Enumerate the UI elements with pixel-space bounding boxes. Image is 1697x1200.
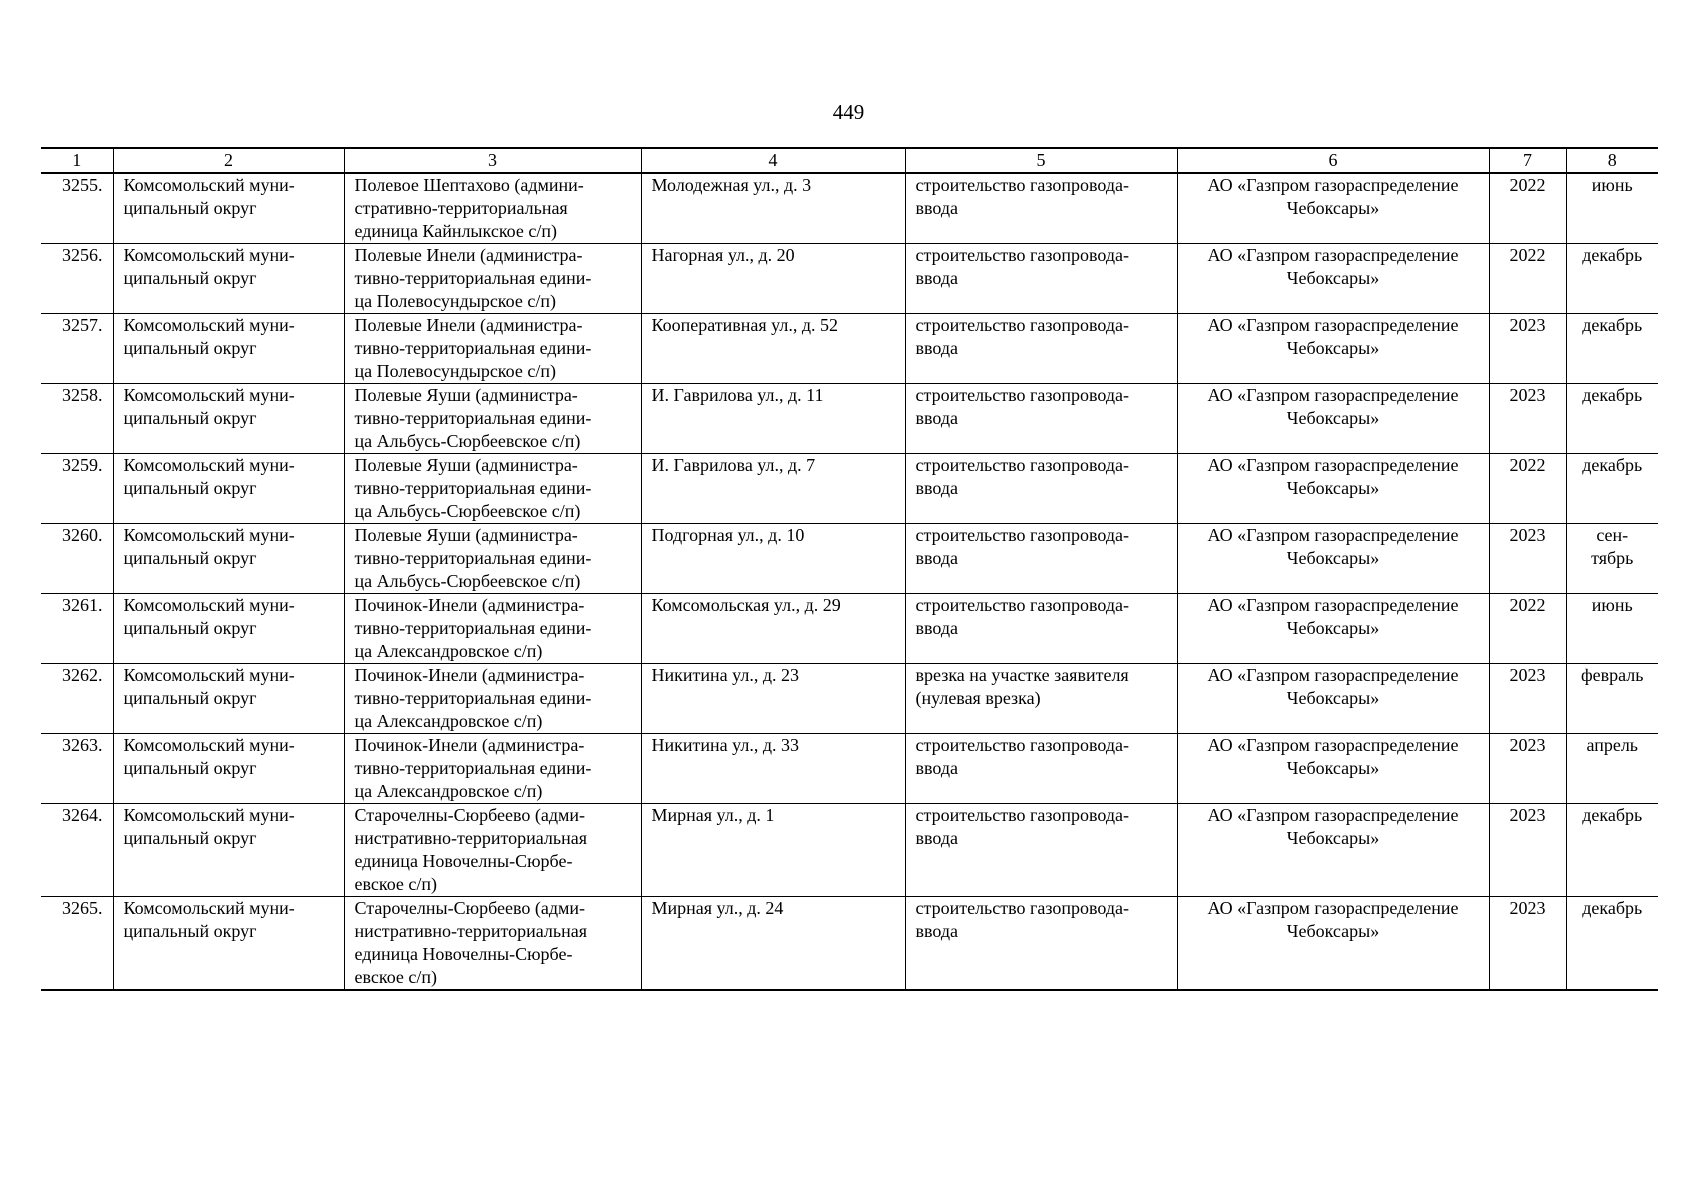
- district-line: Комсомольский муни-: [123, 735, 295, 755]
- organization-cell: [1177, 734, 1489, 804]
- locality-line: единица Кайнлыкское с/п): [354, 221, 557, 241]
- month-line: декабрь: [1582, 385, 1643, 405]
- month-line: декабрь: [1582, 898, 1643, 918]
- row-number-cell: 3262.: [41, 664, 113, 734]
- district-line: Комсомольский муни-: [123, 315, 295, 335]
- work-type-line: строительство газопровода-: [915, 385, 1129, 405]
- district-line: ципальный округ: [123, 338, 257, 358]
- work-type-cell: [905, 594, 1177, 664]
- month-cell: [1566, 454, 1658, 524]
- district-line: Комсомольский муни-: [123, 525, 295, 545]
- district-line: Комсомольский муни-: [123, 175, 295, 195]
- organization-line: АО «Газпром газораспределение: [1207, 175, 1459, 195]
- work-type-line: строительство газопровода-: [915, 175, 1129, 195]
- work-type-line: строительство газопровода-: [915, 595, 1129, 615]
- district-cell: [113, 244, 344, 314]
- row-number-cell: 3259.: [41, 454, 113, 524]
- district-cell: [113, 594, 344, 664]
- address-cell: Кооперативная ул., д. 52: [641, 314, 905, 384]
- column-header-5: 5: [905, 148, 1177, 173]
- district-line: Комсомольский муни-: [123, 665, 295, 685]
- table-body: [41, 173, 1658, 990]
- year-cell: 2023: [1489, 314, 1566, 384]
- address-cell: Никитина ул., д. 23: [641, 664, 905, 734]
- district-cell: [113, 524, 344, 594]
- locality-line: стративно-территориальная: [354, 198, 568, 218]
- organization-cell: [1177, 524, 1489, 594]
- year-cell: 2023: [1489, 734, 1566, 804]
- locality-cell: [344, 384, 641, 454]
- organization-line: Чебоксары»: [1286, 478, 1380, 498]
- row-number-cell: 3257.: [41, 314, 113, 384]
- locality-line: Полевые Яуши (администра-: [354, 385, 578, 405]
- organization-cell: [1177, 173, 1489, 244]
- district-line: Комсомольский муни-: [123, 595, 295, 615]
- locality-line: тивно-территориальная едини-: [354, 618, 592, 638]
- organization-cell: [1177, 314, 1489, 384]
- row-number-cell: 3263.: [41, 734, 113, 804]
- work-type-line: ввода: [915, 618, 959, 638]
- locality-line: тивно-территориальная едини-: [354, 408, 592, 428]
- row-number-cell: 3255.: [41, 173, 113, 244]
- district-line: Комсомольский муни-: [123, 385, 295, 405]
- organization-cell: [1177, 454, 1489, 524]
- month-line: декабрь: [1582, 315, 1643, 335]
- work-type-cell: [905, 664, 1177, 734]
- address-cell: Никитина ул., д. 33: [641, 734, 905, 804]
- month-cell: [1566, 897, 1658, 991]
- year-cell: 2022: [1489, 244, 1566, 314]
- district-cell: [113, 314, 344, 384]
- locality-cell: [344, 897, 641, 991]
- work-type-line: ввода: [915, 338, 959, 358]
- year-cell: 2023: [1489, 524, 1566, 594]
- organization-line: Чебоксары»: [1286, 198, 1380, 218]
- year-cell: 2023: [1489, 897, 1566, 991]
- locality-line: Старочелны-Сюрбеево (адми-: [354, 898, 586, 918]
- work-type-line: ввода: [915, 478, 959, 498]
- work-type-line: (нулевая врезка): [915, 688, 1041, 708]
- address-cell: И. Гаврилова ул., д. 11: [641, 384, 905, 454]
- year-cell: 2022: [1489, 594, 1566, 664]
- row-number-cell: 3258.: [41, 384, 113, 454]
- work-type-cell: [905, 454, 1177, 524]
- organization-line: Чебоксары»: [1286, 618, 1380, 638]
- column-header-4: 4: [641, 148, 905, 173]
- row-number-cell: 3261.: [41, 594, 113, 664]
- locality-line: Старочелны-Сюрбеево (адми-: [354, 805, 586, 825]
- organization-cell: [1177, 897, 1489, 991]
- organization-line: АО «Газпром газораспределение: [1207, 595, 1459, 615]
- locality-line: тивно-территориальная едини-: [354, 548, 592, 568]
- district-line: ципальный округ: [123, 618, 257, 638]
- locality-cell: [344, 594, 641, 664]
- organization-line: Чебоксары»: [1286, 408, 1380, 428]
- locality-cell: [344, 524, 641, 594]
- work-type-line: ввода: [915, 548, 959, 568]
- district-line: Комсомольский муни-: [123, 898, 295, 918]
- locality-line: ца Александровское с/п): [354, 711, 543, 731]
- month-cell: [1566, 384, 1658, 454]
- page-number: 449: [832, 100, 865, 124]
- district-cell: [113, 384, 344, 454]
- month-line: декабрь: [1582, 805, 1643, 825]
- table-row: [41, 594, 1658, 664]
- district-line: Комсомольский муни-: [123, 245, 295, 265]
- district-line: Комсомольский муни-: [123, 455, 295, 475]
- month-cell: [1566, 664, 1658, 734]
- year-cell: 2023: [1489, 804, 1566, 897]
- district-cell: [113, 454, 344, 524]
- month-line: декабрь: [1582, 245, 1643, 265]
- table-row: [41, 454, 1658, 524]
- table-row: [41, 897, 1658, 991]
- column-header-6: 6: [1177, 148, 1489, 173]
- month-cell: [1566, 804, 1658, 897]
- locality-line: ца Александровское с/п): [354, 641, 543, 661]
- month-cell: [1566, 173, 1658, 244]
- column-header-7: 7: [1489, 148, 1566, 173]
- locality-cell: [344, 244, 641, 314]
- organization-cell: [1177, 664, 1489, 734]
- work-type-line: ввода: [915, 921, 959, 941]
- locality-cell: [344, 454, 641, 524]
- locality-line: ца Альбусь-Сюрбеевское с/п): [354, 571, 581, 591]
- district-cell: [113, 173, 344, 244]
- work-type-cell: [905, 314, 1177, 384]
- organization-line: Чебоксары»: [1286, 921, 1380, 941]
- district-line: ципальный округ: [123, 198, 257, 218]
- organization-line: АО «Газпром газораспределение: [1207, 245, 1459, 265]
- year-cell: 2023: [1489, 384, 1566, 454]
- organization-line: АО «Газпром газораспределение: [1207, 525, 1459, 545]
- column-header-1: 1: [41, 148, 113, 173]
- organization-line: АО «Газпром газораспределение: [1207, 455, 1459, 475]
- district-cell: [113, 897, 344, 991]
- organization-line: Чебоксары»: [1286, 758, 1380, 778]
- work-type-line: строительство газопровода-: [915, 805, 1129, 825]
- row-number-cell: 3264.: [41, 804, 113, 897]
- locality-line: Полевые Яуши (администра-: [354, 525, 578, 545]
- district-cell: [113, 804, 344, 897]
- row-number-cell: 3265.: [41, 897, 113, 991]
- work-type-cell: [905, 897, 1177, 991]
- locality-line: тивно-территориальная едини-: [354, 688, 592, 708]
- organization-line: АО «Газпром газораспределение: [1207, 898, 1459, 918]
- locality-line: Полевые Яуши (администра-: [354, 455, 578, 475]
- district-line: ципальный округ: [123, 828, 257, 848]
- work-type-line: строительство газопровода-: [915, 735, 1129, 755]
- district-cell: [113, 664, 344, 734]
- locality-line: тивно-территориальная едини-: [354, 268, 592, 288]
- locality-line: Полевое Шептахово (админи-: [354, 175, 584, 195]
- work-type-line: строительство газопровода-: [915, 245, 1129, 265]
- organization-line: АО «Газпром газораспределение: [1207, 315, 1459, 335]
- locality-line: ца Александровское с/п): [354, 781, 543, 801]
- locality-line: тивно-территориальная едини-: [354, 478, 592, 498]
- district-line: ципальный округ: [123, 921, 257, 941]
- work-type-line: строительство газопровода-: [915, 898, 1129, 918]
- organization-line: АО «Газпром газораспределение: [1207, 385, 1459, 405]
- locality-line: ца Полевосундырское с/п): [354, 291, 556, 311]
- work-type-cell: [905, 804, 1177, 897]
- locality-cell: [344, 173, 641, 244]
- work-type-line: строительство газопровода-: [915, 525, 1129, 545]
- address-cell: Молодежная ул., д. 3: [641, 173, 905, 244]
- district-line: ципальный округ: [123, 688, 257, 708]
- locality-cell: [344, 314, 641, 384]
- address-cell: И. Гаврилова ул., д. 7: [641, 454, 905, 524]
- address-cell: Нагорная ул., д. 20: [641, 244, 905, 314]
- organization-line: Чебоксары»: [1286, 688, 1380, 708]
- month-line: июнь: [1591, 175, 1633, 195]
- locality-cell: [344, 664, 641, 734]
- work-type-line: ввода: [915, 198, 959, 218]
- column-number-row: [41, 148, 1658, 173]
- locality-line: нистративно-территориальная: [354, 828, 587, 848]
- month-line: февраль: [1581, 665, 1644, 685]
- month-line: апрель: [1586, 735, 1639, 755]
- table-row: [41, 524, 1658, 594]
- column-header-8: 8: [1566, 148, 1658, 173]
- month-line: декабрь: [1582, 455, 1643, 475]
- locality-line: евское с/п): [354, 967, 438, 987]
- locality-line: евское с/п): [354, 874, 438, 894]
- organization-line: Чебоксары»: [1286, 338, 1380, 358]
- work-type-cell: [905, 734, 1177, 804]
- organization-cell: [1177, 594, 1489, 664]
- district-line: ципальный округ: [123, 478, 257, 498]
- locality-line: ца Альбусь-Сюрбеевское с/п): [354, 431, 581, 451]
- month-cell: [1566, 594, 1658, 664]
- organization-cell: [1177, 804, 1489, 897]
- address-cell: Мирная ул., д. 1: [641, 804, 905, 897]
- table-row: [41, 664, 1658, 734]
- work-type-line: ввода: [915, 268, 959, 288]
- locality-line: Полевые Инели (администра-: [354, 245, 583, 265]
- work-type-line: строительство газопровода-: [915, 455, 1129, 475]
- organization-line: Чебоксары»: [1286, 828, 1380, 848]
- table-row: [41, 173, 1658, 244]
- organization-line: Чебоксары»: [1286, 268, 1380, 288]
- address-cell: Мирная ул., д. 24: [641, 897, 905, 991]
- organization-cell: [1177, 384, 1489, 454]
- locality-line: тивно-территориальная едини-: [354, 338, 592, 358]
- row-number-cell: 3260.: [41, 524, 113, 594]
- year-cell: 2022: [1489, 454, 1566, 524]
- row-number-cell: 3256.: [41, 244, 113, 314]
- district-line: ципальный округ: [123, 758, 257, 778]
- organization-line: АО «Газпром газораспределение: [1207, 665, 1459, 685]
- organization-cell: [1177, 244, 1489, 314]
- locality-cell: [344, 734, 641, 804]
- address-cell: Комсомольская ул., д. 29: [641, 594, 905, 664]
- month-line: сен-: [1596, 525, 1629, 545]
- work-type-line: строительство газопровода-: [915, 315, 1129, 335]
- gas-connection-table: [41, 147, 1658, 991]
- column-header-3: 3: [344, 148, 641, 173]
- month-cell: [1566, 314, 1658, 384]
- work-type-line: врезка на участке заявителя: [915, 665, 1129, 685]
- column-header-2: 2: [113, 148, 344, 173]
- year-cell: 2022: [1489, 173, 1566, 244]
- work-type-line: ввода: [915, 828, 959, 848]
- district-line: ципальный округ: [123, 408, 257, 428]
- month-line: июнь: [1591, 595, 1633, 615]
- year-cell: 2023: [1489, 664, 1566, 734]
- table-row: [41, 734, 1658, 804]
- month-cell: [1566, 244, 1658, 314]
- organization-line: АО «Газпром газораспределение: [1207, 735, 1459, 755]
- organization-line: АО «Газпром газораспределение: [1207, 805, 1459, 825]
- table-row: [41, 804, 1658, 897]
- locality-line: нистративно-территориальная: [354, 921, 587, 941]
- district-cell: [113, 734, 344, 804]
- table-row: [41, 314, 1658, 384]
- work-type-cell: [905, 244, 1177, 314]
- work-type-cell: [905, 524, 1177, 594]
- district-line: Комсомольский муни-: [123, 805, 295, 825]
- locality-line: тивно-территориальная едини-: [354, 758, 592, 778]
- work-type-line: ввода: [915, 758, 959, 778]
- locality-line: единица Новочелны-Сюрбе-: [354, 944, 573, 964]
- locality-line: Починок-Инели (администра-: [354, 595, 585, 615]
- locality-line: единица Новочелны-Сюрбе-: [354, 851, 573, 871]
- work-type-cell: [905, 173, 1177, 244]
- month-cell: [1566, 524, 1658, 594]
- locality-cell: [344, 804, 641, 897]
- month-line: тябрь: [1591, 548, 1634, 568]
- table-row: [41, 384, 1658, 454]
- locality-line: ца Полевосундырское с/п): [354, 361, 556, 381]
- locality-line: ца Альбусь-Сюрбеевское с/п): [354, 501, 581, 521]
- address-cell: Подгорная ул., д. 10: [641, 524, 905, 594]
- table-row: [41, 244, 1658, 314]
- locality-line: Полевые Инели (администра-: [354, 315, 583, 335]
- organization-line: Чебоксары»: [1286, 548, 1380, 568]
- district-line: ципальный округ: [123, 548, 257, 568]
- month-cell: [1566, 734, 1658, 804]
- locality-line: Починок-Инели (администра-: [354, 735, 585, 755]
- work-type-cell: [905, 384, 1177, 454]
- locality-line: Починок-Инели (администра-: [354, 665, 585, 685]
- work-type-line: ввода: [915, 408, 959, 428]
- district-line: ципальный округ: [123, 268, 257, 288]
